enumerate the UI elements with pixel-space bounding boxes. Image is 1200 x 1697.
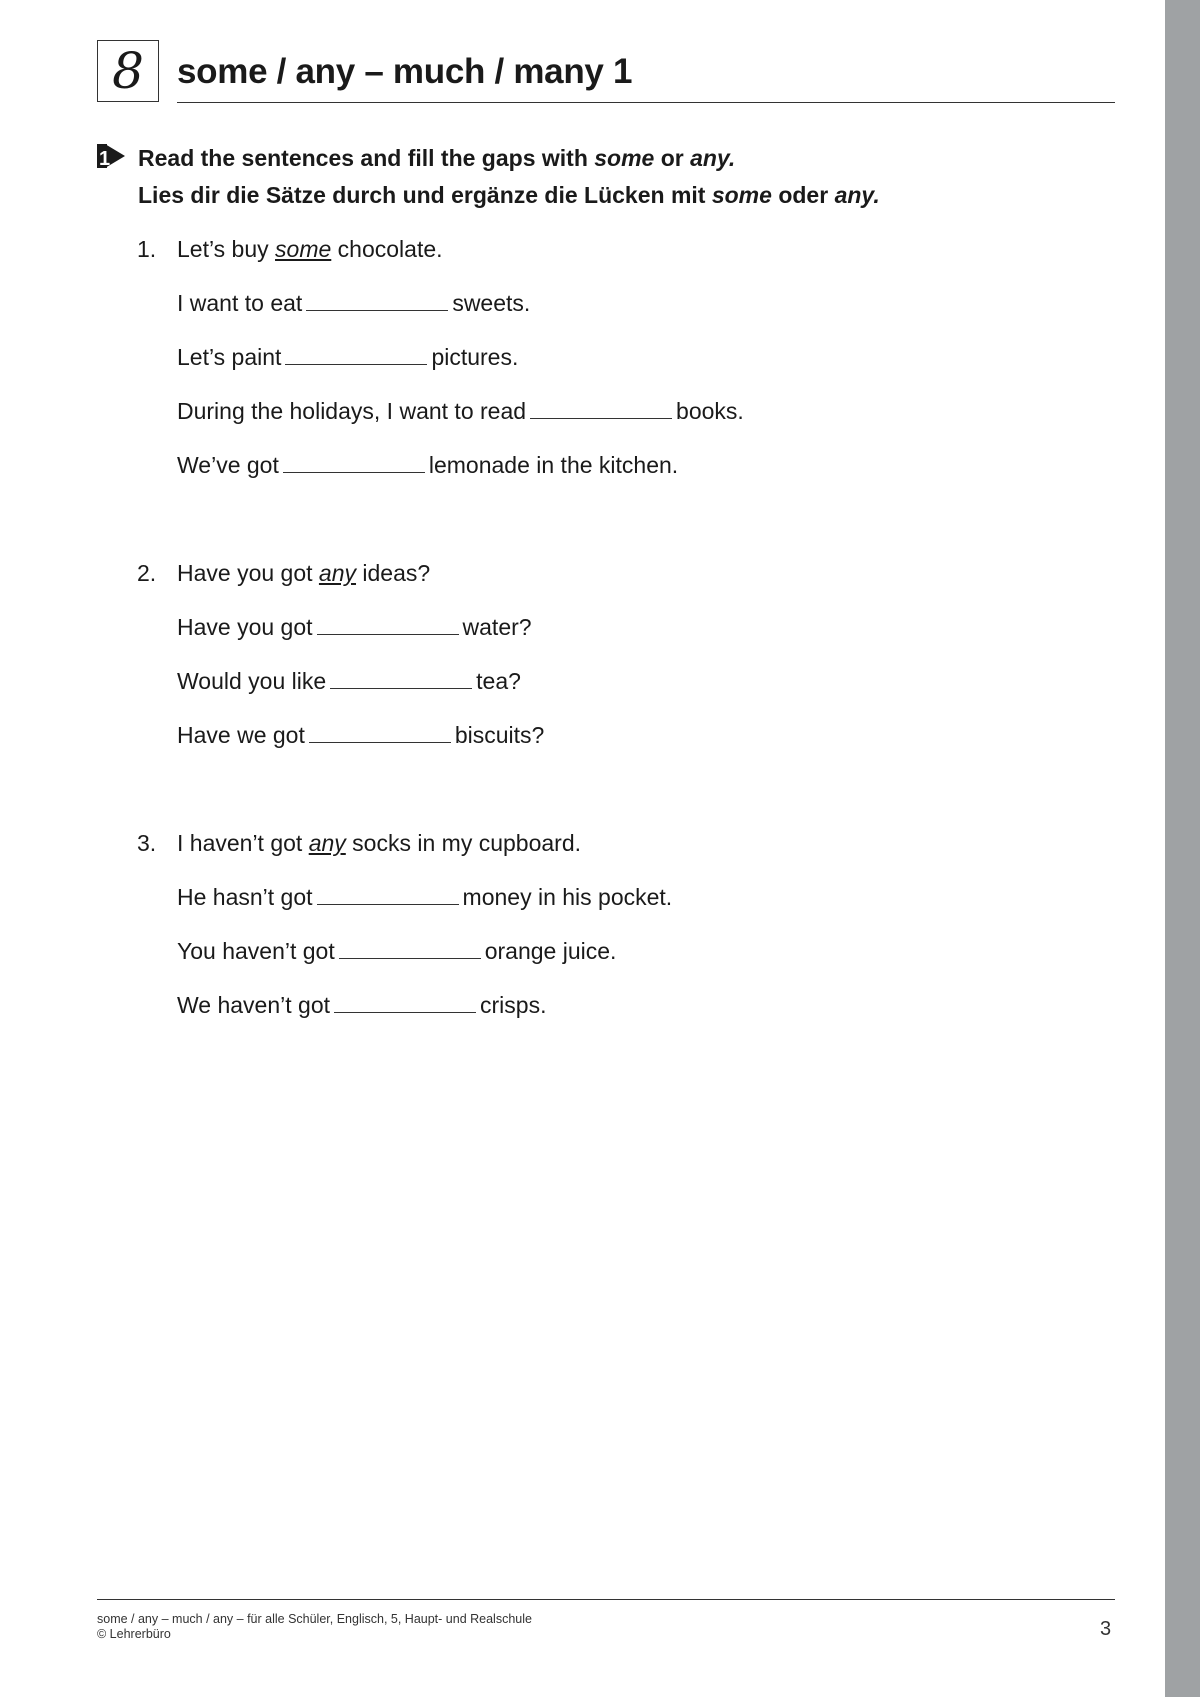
exercise-sentence: Have you got water? <box>177 614 532 640</box>
footer-copyright: © Lehrerbüro <box>97 1627 171 1641</box>
group-number: 2. <box>137 560 157 586</box>
example-answer: any <box>308 830 346 856</box>
answer-gap[interactable] <box>317 882 459 905</box>
exercise-sentence: Let’s paint pictures. <box>177 344 519 370</box>
instruction-english: Read the sentences and fill the gaps with some or any. <box>138 145 736 171</box>
task-number: 1 <box>99 148 111 170</box>
page-title: some / any – much / many 1 <box>177 52 1115 103</box>
example-sentence: Let’s buy some chocolate. <box>177 236 443 262</box>
answer-gap[interactable] <box>283 450 425 473</box>
answer-gap[interactable] <box>306 288 448 311</box>
exercise-sentence: I want to eat sweets. <box>177 290 531 316</box>
answer-gap[interactable] <box>334 990 476 1013</box>
answer-gap[interactable] <box>330 666 472 689</box>
answer-gap[interactable] <box>317 612 459 635</box>
example-answer: some <box>275 236 332 262</box>
page-number: 3 <box>1100 1618 1112 1640</box>
example-sentence: Have you got any ideas? <box>177 560 431 586</box>
answer-gap[interactable] <box>339 936 481 959</box>
group-number: 1. <box>137 236 157 262</box>
page-header <box>97 40 1115 104</box>
task-arrow-icon <box>97 140 127 172</box>
answer-gap[interactable] <box>309 720 451 743</box>
exercise-sentence: We’ve got lemonade in the kitchen. <box>177 452 679 478</box>
exercise-sentence: During the holidays, I want to read books. <box>177 398 744 424</box>
footer-divider <box>97 1599 1115 1600</box>
exercise-sentence: You haven’t got orange juice. <box>177 938 617 964</box>
answer-gap[interactable] <box>285 342 427 365</box>
exercise-sentence: We haven’t got crisps. <box>177 992 547 1018</box>
group-number: 3. <box>137 830 157 856</box>
footer-source: some / any – much / any – für alle Schüler, Englisch, 5, Haupt- und Realschule <box>97 1612 532 1626</box>
example-answer: any <box>318 560 357 586</box>
exercise-sentence: Have we got biscuits? <box>177 722 545 748</box>
instruction-german: Lies dir die Sätze durch und ergänze die Lücken mit some oder any. <box>138 182 880 208</box>
answer-gap[interactable] <box>530 396 672 419</box>
example-sentence: I haven’t got any socks in my cupboard. <box>177 830 582 856</box>
exercise-sentence: Would you like tea? <box>177 668 521 694</box>
exercise-sentence: He hasn’t got money in his pocket. <box>177 884 673 910</box>
unit-number-badge: 8 <box>97 40 159 102</box>
side-bar <box>1165 0 1200 1697</box>
